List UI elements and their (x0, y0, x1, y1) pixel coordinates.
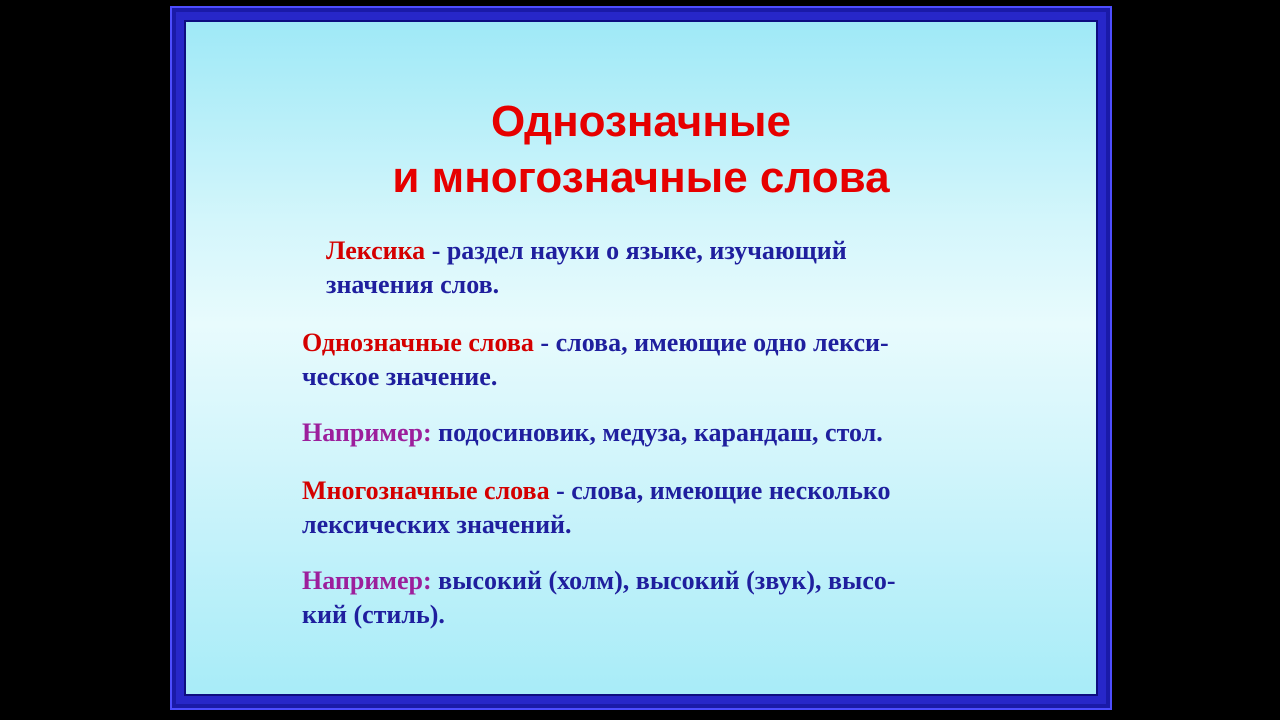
example-monosemous-text: подосиновик, медуза, карандаш, стол. (431, 418, 883, 447)
example-polysemous-line-2: кий (стиль). (302, 600, 445, 629)
definition-lexicon-line-2: значения слов. (326, 270, 500, 299)
example-monosemous (302, 416, 1022, 450)
example-monosemous-line-1 (302, 416, 1022, 450)
slide-frame (170, 6, 1112, 710)
term-polysemous: Многозначные слова (302, 476, 550, 505)
definition-polysemous-text: - слова, имеющие несколько (549, 476, 891, 505)
definition-polysemous-line-2: лексических значений. (302, 510, 572, 539)
definition-polysemous-line-1 (302, 474, 1022, 508)
title-line-2: и многозначные слова (392, 153, 890, 202)
definition-lexicon-line-1 (326, 234, 1016, 268)
slide-title (186, 94, 1096, 206)
term-monosemous: Однозначные слова (302, 328, 534, 357)
example-polysemous-text: высокий (холм), высокий (звук), высо- (431, 566, 896, 595)
term-lexicon: Лексика (326, 236, 426, 265)
slide-panel (184, 20, 1098, 696)
definition-monosemous-line-1 (302, 326, 1022, 360)
example-label-2: Например: (302, 566, 432, 595)
definition-lexicon-text: - раздел науки о языке, изучающий (425, 236, 847, 265)
definition-monosemous-text: - слова, имеющие одно лекси- (533, 328, 889, 357)
title-line-1: Однозначные (491, 97, 791, 146)
example-polysemous (302, 564, 1022, 632)
example-label-1: Например: (302, 418, 432, 447)
definition-lexicon (326, 234, 1016, 302)
example-polysemous-line-1 (302, 564, 1022, 598)
definition-monosemous-line-2: ческое значение. (302, 362, 498, 391)
definition-monosemous (302, 326, 1022, 394)
definition-polysemous (302, 474, 1022, 542)
